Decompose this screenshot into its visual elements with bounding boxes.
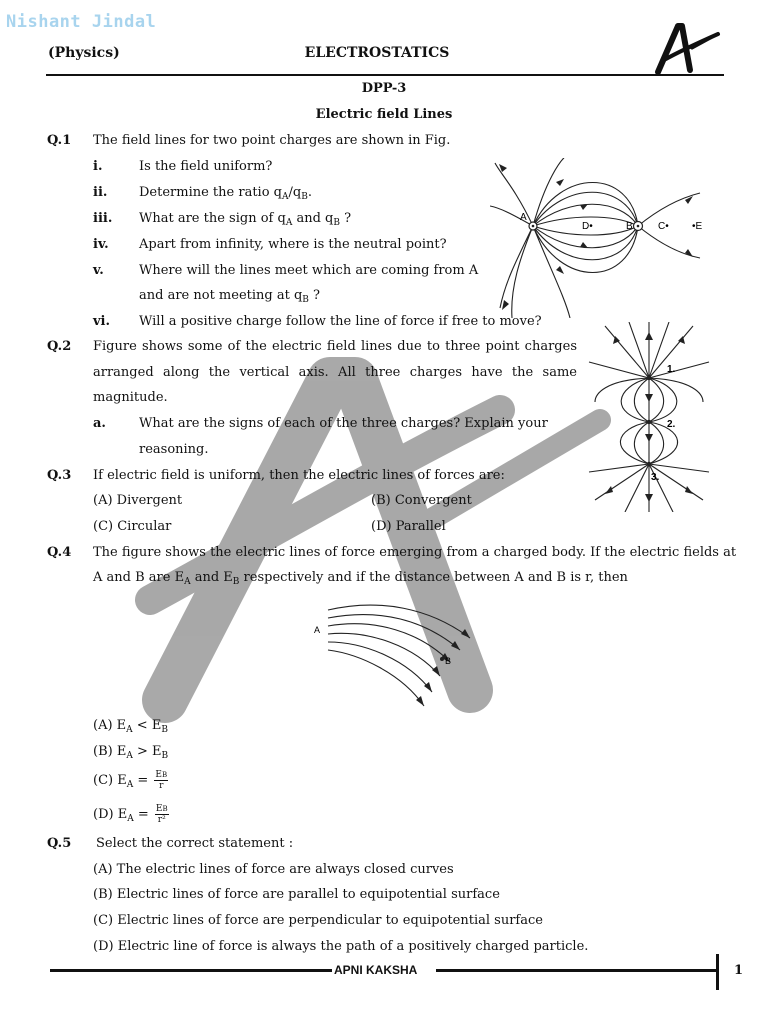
dpp-label: DPP-3 <box>361 81 407 96</box>
footer-rule-right <box>436 969 718 972</box>
label-d: D• <box>582 221 593 232</box>
option: (D) Parallel <box>371 519 446 534</box>
question-number: Q.2 <box>47 339 72 354</box>
question-text: If electric field is uniform, then the electric lines of forces are: <box>93 468 505 483</box>
option-a: (A) $E_A < E_B$ <box>93 718 168 735</box>
question-number: Q.4 <box>47 545 72 560</box>
item-text: Where will the lines meet which are coming from A <box>139 263 479 278</box>
curved-field-lines-figure <box>310 598 480 710</box>
question-text-line: arranged along the vertical axis. All three charges have the same <box>93 365 577 380</box>
subject-label: (Physics) <box>48 45 120 61</box>
charge-label-2: 2. <box>667 419 676 430</box>
item-text-continued: reasoning. <box>139 442 209 457</box>
question-number: Q.5 <box>47 836 72 851</box>
option: (B) Electric lines of force are parallel to equipotential surface <box>93 887 500 902</box>
item-label: ii. <box>93 185 108 200</box>
charge-label-1: 1. <box>667 364 676 375</box>
option: (A) The electric lines of force are always closed curves <box>93 862 454 877</box>
question-text-line: The figure shows the electric lines of force emerging from a charged body. If the electric fields at <box>93 545 737 560</box>
label-a: A <box>520 212 527 223</box>
item-text: Will a positive charge follow the line of force if free to move? <box>139 314 542 329</box>
question-number: Q.1 <box>47 133 72 148</box>
question-text: The field lines for two point charges are shown in Fig. <box>93 133 451 148</box>
label-b: B <box>626 221 633 232</box>
footer-rule-left <box>50 969 332 972</box>
option: (A) Divergent <box>93 493 183 508</box>
footer-bar <box>716 954 719 990</box>
footer-label: APNI KAKSHA <box>334 963 418 977</box>
option-c: (C) $E_A$ = $\frac{EB}{r}$ <box>93 770 168 791</box>
chapter-title: ELECTROSTATICS <box>304 45 450 61</box>
item-text-continued: and are not meeting at $q_B$ ? <box>139 288 321 305</box>
two-charge-field-figure <box>490 158 720 318</box>
question-text-line: A and B are $E_A$ and $E_B$ respectively and if the distance between A and B is r, then <box>93 570 628 587</box>
item-label: v. <box>93 263 104 278</box>
point-a-label: A <box>314 625 321 635</box>
charge-label-3: 3. <box>651 472 660 483</box>
item-text: Is the field uniform? <box>139 159 273 174</box>
label-e: •E <box>692 221 703 232</box>
question-text-line: Figure shows some of the electric field lines due to three point charges <box>93 339 577 354</box>
item-text: Apart from infinity, where is the neutral point? <box>139 237 447 252</box>
option: (D) Electric line of force is always the path of a positively charged particle. <box>93 939 589 954</box>
option-d: (D) $E_A$ = $\frac{EB}{\text{r²}}$ <box>93 804 168 825</box>
option: (C) Electric lines of force are perpendicular to equipotential surface <box>93 913 543 928</box>
item-label: iii. <box>93 211 113 226</box>
three-charge-field-figure <box>585 322 715 512</box>
apni-kaksha-logo <box>652 20 724 76</box>
item-label: a. <box>93 416 106 431</box>
item-text: Determine the ratio $q_A/q_B$. <box>139 185 312 202</box>
item-label: iv. <box>93 237 109 252</box>
page-number: 1 <box>734 963 744 978</box>
point-b-label: B <box>445 656 452 666</box>
header-rule <box>46 74 724 76</box>
label-c: C• <box>658 221 669 232</box>
option: (C) Circular <box>93 519 172 534</box>
author-watermark: Nishant Jindal <box>6 12 157 32</box>
item-text: What are the sign of $q_A$ and $q_B$ ? <box>139 211 352 228</box>
option: (B) Convergent <box>371 493 472 508</box>
question-number: Q.3 <box>47 468 72 483</box>
question-text-line: magnitude. <box>93 390 168 405</box>
item-text: What are the signs of each of the three charges? Explain your <box>139 416 548 431</box>
item-label: i. <box>93 159 103 174</box>
topic-title: Electric field Lines <box>315 107 453 122</box>
option-b: (B) $E_A > E_B$ <box>93 744 169 761</box>
question-text: Select the correct statement : <box>96 836 294 851</box>
item-label: vi. <box>93 314 111 329</box>
